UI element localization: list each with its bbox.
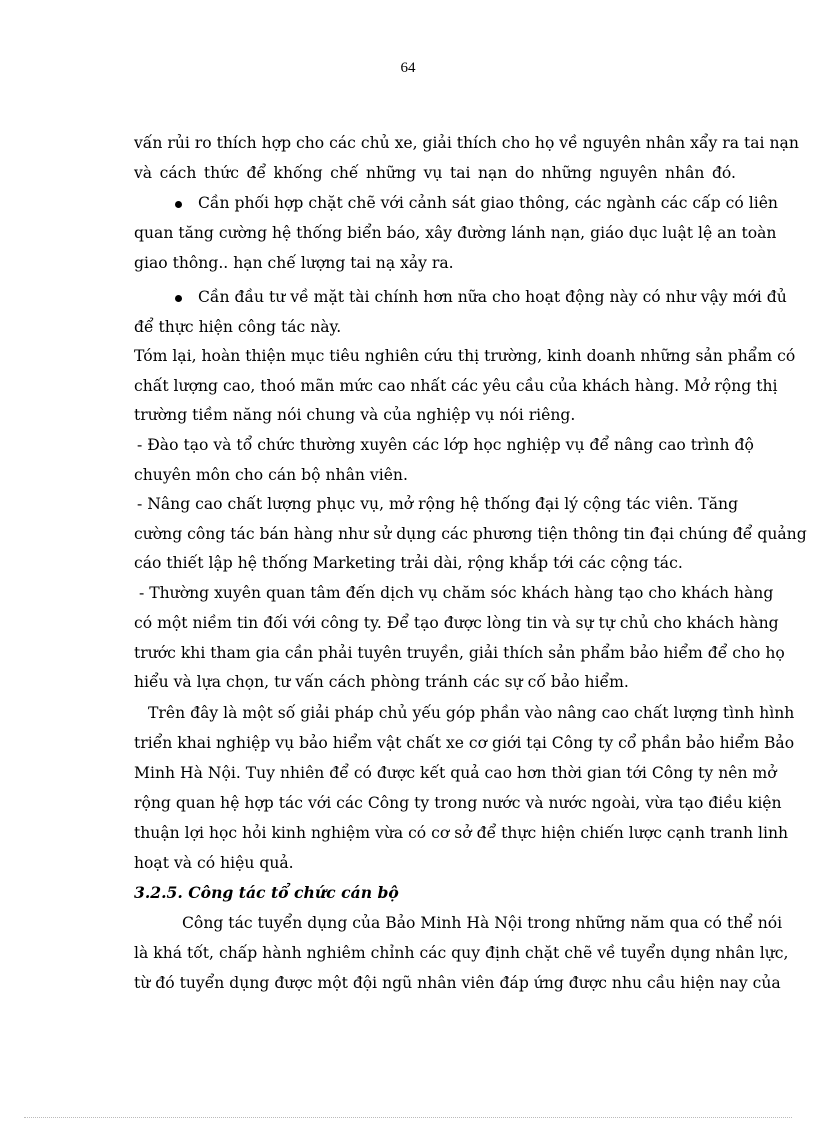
paragraph-line: trước khi tham gia cần phải tuyên truyền, giải thích sản phẩm bảo hiểm để cho họ [134,644,785,662]
bullet-item [172,193,778,213]
paragraph-line: rộng quan hệ hợp tác với các Công ty trong nước và nước ngoài, vừa tạo điều kiện [134,794,782,812]
paragraph-line: Minh Hà Nội. Tuy nhiên để có được kết quả cao hơn thời gian tới Công ty nên mở [134,764,777,782]
paragraph-line: chuyên môn cho cán bộ nhân viên. [134,466,408,484]
paragraph-line: quan tăng cường hệ thống biển báo, xây đường lánh nạn, giáo dục luật lệ an toàn [134,224,777,242]
paragraph-line: có một niềm tin đối với công ty. Để tạo được lòng tin và sự tự chủ cho khách hàng [134,614,779,632]
paragraph-line: Tóm lại, hoàn thiện mục tiêu nghiên cứu thị trường, kinh doanh những sản phẩm có [134,347,796,365]
paragraph-line: triển khai nghiệp vụ bảo hiểm vật chất xe cơ giới tại Công ty cổ phần bảo hiểm Bảo [134,734,795,752]
bullet-text: Cần đầu tư về mặt tài chính hơn nữa cho hoạt động này có như vậy mới đủ [198,288,787,306]
paragraph-line: là khá tốt, chấp hành nghiêm chỉnh các quy định chặt chẽ về tuyển dụng nhân lực, [134,944,789,962]
paragraph-line: - Đào tạo và tổ chức thường xuyên các lớp học nghiệp vụ để nâng cao trình độ [137,436,754,454]
bullet-icon [172,287,186,307]
paragraph-line: từ đó tuyển dụng được một đội ngũ nhân viên đáp ứng được nhu cầu hiện nay của [134,974,781,992]
page-number: 64 [400,60,416,76]
page-bottom-divider [24,1117,792,1118]
bullet-item [172,287,787,307]
bullet-icon [172,193,186,213]
paragraph-line: cường công tác bán hàng như sử dụng các phương tiện thông tin đại chúng để quảng [134,525,807,543]
paragraph-line: giao thông.. hạn chế lượng tai nạ xảy ra. [134,254,454,272]
paragraph-line: vấn rủi ro thích hợp cho các chủ xe, giải thích cho họ về nguyên nhân xẩy ra tai nạn [134,134,799,152]
paragraph-line: trường tiềm năng nói chung và của nghiệp vụ nói riêng. [134,406,576,424]
paragraph-line: Trên đây là một số giải pháp chủ yếu góp phần vào nâng cao chất lượng tình hình [148,704,795,722]
paragraph-line: - Thường xuyên quan tâm đến dịch vụ chăm sóc khách hàng tạo cho khách hàng [139,584,774,602]
paragraph-line: chất lượng cao, thoó mãn mức cao nhất các yêu cầu của khách hàng. Mở rộng thị [134,377,778,395]
paragraph-line: hiểu và lựa chọn, tư vấn cách phòng tránh các sự cố bảo hiểm. [134,673,629,691]
paragraph-line: và cách thức để khống chế những vụ tai nạn do những nguyên nhân đó. [134,164,736,182]
bullet-text: Cần phối hợp chặt chẽ với cảnh sát giao thông, các ngành các cấp có liên [198,194,778,212]
paragraph-line: để thực hiện công tác này. [134,318,342,336]
section-heading: 3.2.5. Công tác tổ chức cán bộ [134,883,399,902]
paragraph-line: Công tác tuyển dụng của Bảo Minh Hà Nội trong những năm qua có thể nói [182,914,783,932]
paragraph-line: cáo thiết lập hệ thống Marketing trải dài, rộng khắp tới các cộng tác. [134,554,683,572]
paragraph-line: - Nâng cao chất lượng phục vụ, mở rộng hệ thống đại lý cộng tác viên. Tăng [137,495,739,513]
paragraph-line: thuận lợi học hỏi kinh nghiệm vừa có cơ sở để thực hiện chiến lược cạnh tranh linh [134,824,789,842]
paragraph-line: hoạt và có hiệu quả. [134,854,294,872]
